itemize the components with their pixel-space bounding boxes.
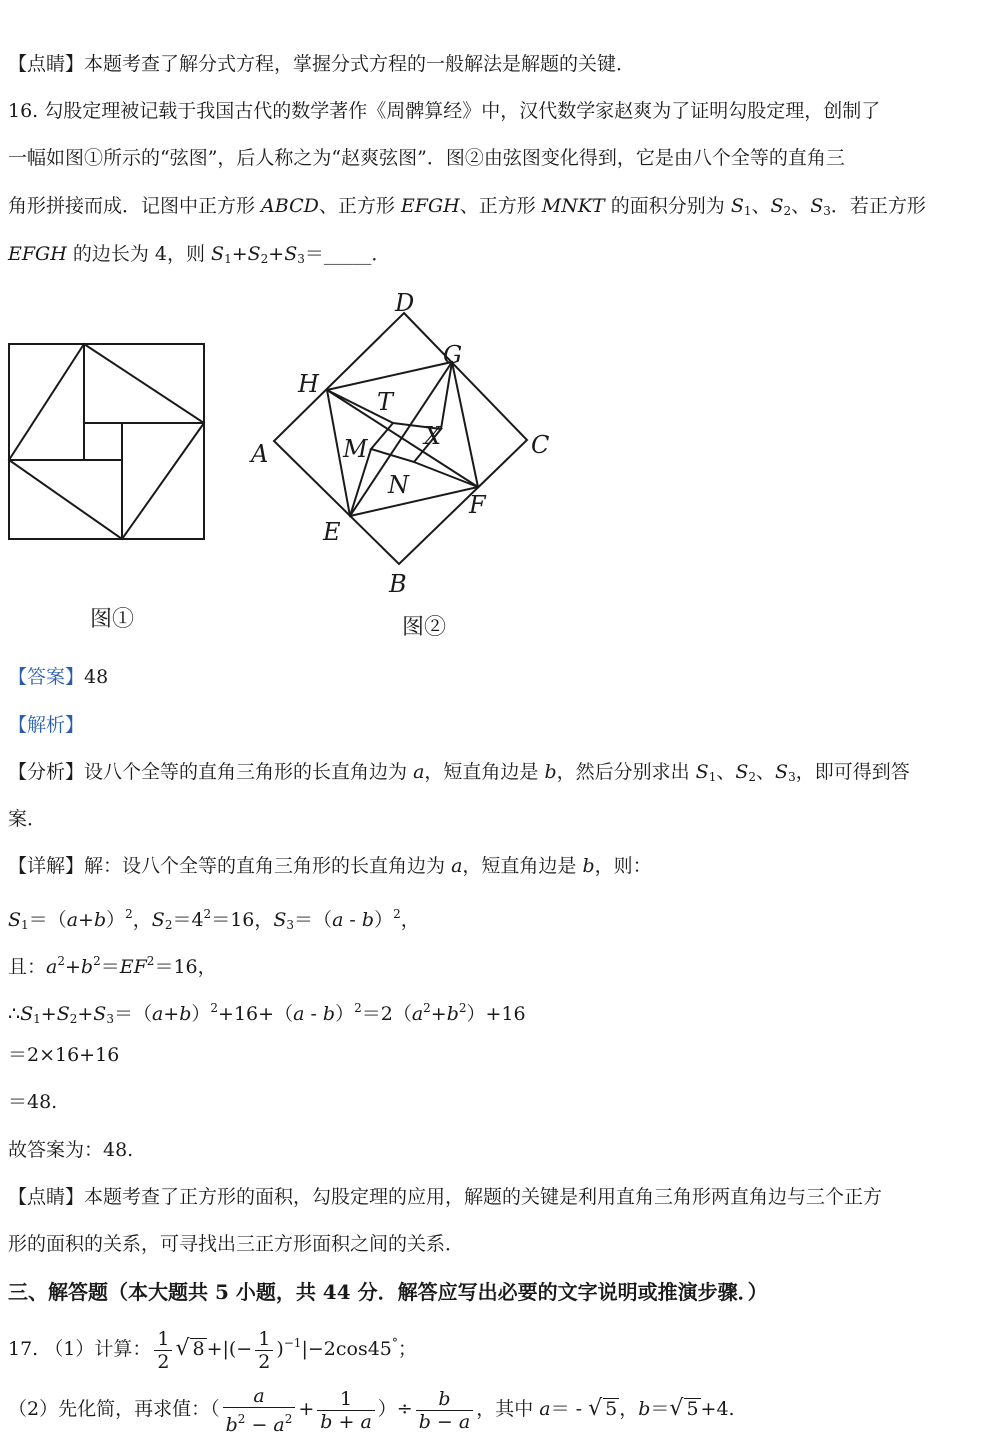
- q17-part2: （2）先化简，再求值：（ $\frac{a}{b^2 - a^2}$ + $\frac{1}{b + a}$ ）÷ $\frac{b}{b - a}$ ，其中 a＝ - √ 5 ，b＝√ 5 +4.: [8, 1384, 735, 1436]
- q16-text: ．若正方形: [830, 195, 926, 217]
- dianjing-text-1: 【点睛】本题考查了解分式方程，掌握分式方程的一般解法是解题的关键．: [8, 53, 636, 75]
- xiangjie-line-1: 【详解】解：设八个全等的直角三角形的长直角边为 a，短直角边是 b，则：: [8, 855, 652, 877]
- fenxi-text: ，短直角边是: [424, 761, 545, 783]
- q16-text: ＝_____．: [304, 243, 391, 265]
- analysis-label: 【解析】: [8, 714, 85, 736]
- q16-text: 的边长为 4，则: [66, 243, 212, 265]
- label-a: A: [251, 440, 269, 468]
- answer-value: 48: [84, 666, 109, 688]
- q16-line-4: EFGH 的边长为 4，则 $S_1+S_2+S_3=\_\_\_\_\_$．: [8, 243, 391, 266]
- label-h: H: [298, 370, 319, 398]
- label-d: D: [395, 289, 415, 317]
- label-m: M: [343, 435, 368, 463]
- fenxi-text: 设八个全等的直角三角形的长直角边为: [84, 761, 414, 783]
- label-x: X: [424, 422, 442, 450]
- fenxi-label: 【分析】: [8, 761, 85, 783]
- label-n: N: [388, 471, 409, 499]
- q16-text: 的面积分别为: [604, 195, 731, 217]
- fenxi-line-1: 【分析】设八个全等的直角三角形的长直角边为 a，短直角边是 b，然后分别求出 $S_1$、$S_2$、$S_3$，即可得到答: [8, 761, 910, 784]
- step-5: ＝48.: [8, 1091, 58, 1113]
- xiangjie-text: 解：设八个全等的直角三角形的长直角边为: [84, 855, 452, 877]
- answer-label: 【答案】: [8, 666, 85, 688]
- q17-part1: 17. （1）计算： $\frac{1}{2}$ √ 8 +|(− $\frac{1}{2}$ )$^{-1}$|−2cos45°；: [8, 1327, 417, 1373]
- label-g: G: [443, 341, 463, 369]
- q16-text: 、正方形: [318, 195, 401, 217]
- figure-2-caption: 图②: [402, 615, 447, 640]
- xiangjie-text: ，短直角边是: [462, 855, 583, 877]
- square-efgh: EFGH: [400, 195, 460, 217]
- label-e: E: [323, 518, 341, 546]
- fenxi-text: ，然后分别求出: [556, 761, 696, 783]
- step-3: $\therefore S_1+S_2+S_3=(a+b)^2+16+(a - b)^2=2(a^2+b^2)+16$: [8, 1001, 526, 1026]
- step-6: 故答案为：48.: [8, 1139, 134, 1161]
- q16-line-2: 一幅如图①所示的“弦图”，后人称之为“赵爽弦图”．图②由弦图变化得到，它是由八个全等的直角三: [8, 147, 845, 169]
- q17-part2-text: ）÷: [377, 1398, 413, 1420]
- section-3-heading: 三、解答题（本大题共 5 小题，共 44 分．解答应写出必要的文字说明或推演步骤．）: [8, 1280, 768, 1304]
- xiangjie-label: 【详解】: [8, 855, 85, 877]
- label-b: B: [389, 570, 407, 598]
- q16-line-1: 16. 勾股定理被记载于我国古代的数学著作《周髀算经》中，汉代数学家赵爽为了证明勾股定理，创制了: [8, 100, 881, 122]
- square-abcd: ABCD: [261, 195, 319, 217]
- square-efgh: EFGH: [8, 243, 67, 265]
- figure-2-diagram: [240, 285, 570, 605]
- xiangjie-text: ，则：: [594, 855, 652, 877]
- q17-part2-label: （2）先化简，再求值：（: [8, 1398, 220, 1420]
- label-c: C: [531, 431, 550, 459]
- step-1: $S_1=(a+b)^2$，$S_2=4^2=16$，$S_3=(a - b)^2$，: [8, 907, 420, 932]
- answer-line: [8, 665, 108, 689]
- dianjing2-line-2: 形的面积的关系，可寻找出三正方形面积之间的关系．: [8, 1233, 465, 1255]
- q16-text: 角形拼接而成．记图中正方形: [8, 195, 262, 217]
- q17-part2-text: ，其中: [476, 1398, 540, 1420]
- label-f: F: [469, 491, 486, 519]
- fenxi-text: ，即可得到答: [795, 761, 910, 783]
- figure-1-caption: 图①: [90, 607, 135, 632]
- fenxi-line-2: 案．: [8, 808, 47, 830]
- label-t: T: [377, 388, 394, 416]
- step-2: 且：$a^2+b^2=EF^2=16$，: [8, 954, 217, 978]
- q16-text: 、正方形: [459, 195, 542, 217]
- figure-1-zhao-shuang-diagram: [0, 330, 220, 555]
- dianjing2-line-1: 【点睛】本题考查了正方形的面积，勾股定理的应用，解题的关键是利用直角三角形两直角边与三个正方: [8, 1186, 883, 1208]
- step-4: ＝2×16+16: [8, 1044, 120, 1066]
- q17-part1-label: 17. （1）计算：: [8, 1338, 152, 1360]
- q16-line-3: 角形拼接而成．记图中正方形 ABCD、正方形 EFGH、正方形 MNKT 的面积分别为 $S_1$、$S_2$、$S_3$．若正方形: [8, 195, 926, 218]
- square-mnkt: MNKT: [541, 195, 605, 217]
